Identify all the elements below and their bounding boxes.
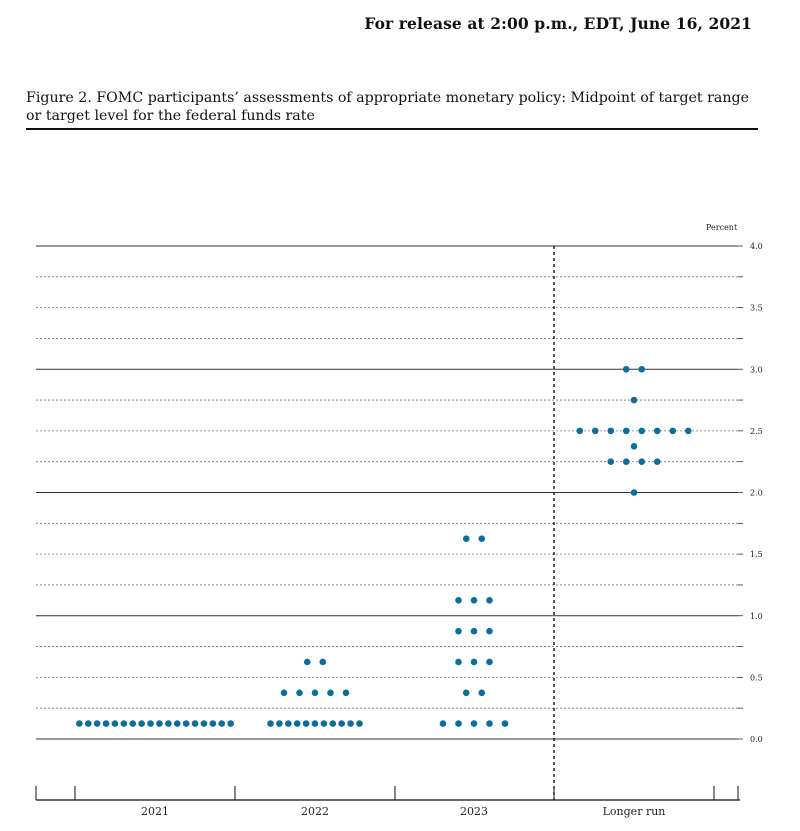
dot-longer-run bbox=[669, 428, 676, 435]
dot-2021 bbox=[94, 720, 101, 727]
dot-2021 bbox=[201, 720, 208, 727]
dot-2021 bbox=[165, 720, 172, 727]
dot-2023 bbox=[471, 597, 478, 604]
dot-2022 bbox=[281, 689, 288, 696]
y-tick-label: 1.5 bbox=[750, 550, 763, 560]
dot-2022 bbox=[312, 720, 319, 727]
dot-2022 bbox=[327, 689, 334, 696]
dot-2023 bbox=[455, 597, 462, 604]
dot-2022 bbox=[312, 689, 319, 696]
dot-longer-run bbox=[623, 458, 630, 465]
dot-2021 bbox=[183, 720, 190, 727]
release-line: For release at 2:00 p.m., EDT, June 16, 2021 bbox=[364, 14, 752, 33]
y-axis-label: Percent bbox=[706, 223, 738, 232]
y-tick-label: 4.0 bbox=[750, 242, 763, 251]
dot-longer-run bbox=[631, 443, 638, 450]
dot-2021 bbox=[210, 720, 217, 727]
dot-longer-run bbox=[631, 397, 638, 404]
dot-2021 bbox=[192, 720, 199, 727]
dot-2021 bbox=[218, 720, 225, 727]
dot-2023 bbox=[486, 659, 493, 666]
dot-2021 bbox=[227, 720, 234, 727]
dot-2023 bbox=[440, 720, 447, 727]
dot-2021 bbox=[129, 720, 136, 727]
dot-2022 bbox=[294, 720, 301, 727]
dot-2021 bbox=[103, 720, 110, 727]
dot-longer-run bbox=[638, 428, 645, 435]
dot-2023 bbox=[486, 597, 493, 604]
figure-caption: Figure 2. FOMC participants’ assessments of appropriate monetary policy: Midpoint of target range or target level for the federal funds rate bbox=[26, 90, 749, 124]
dot-2021 bbox=[138, 720, 145, 727]
dot-longer-run bbox=[654, 428, 661, 435]
dot-2022 bbox=[303, 720, 310, 727]
dot-2023 bbox=[471, 628, 478, 635]
y-tick-labels bbox=[750, 242, 763, 744]
dot-longer-run bbox=[576, 428, 583, 435]
dot-longer-run bbox=[592, 428, 599, 435]
category-labels bbox=[141, 805, 665, 818]
dot-2021 bbox=[85, 720, 92, 727]
dot-2022 bbox=[330, 720, 337, 727]
dot-longer-run bbox=[685, 428, 692, 435]
dot-2023 bbox=[455, 628, 462, 635]
dot-2023 bbox=[455, 659, 462, 666]
dot-2022 bbox=[276, 720, 283, 727]
dot-2022 bbox=[285, 720, 292, 727]
dot-longer-run bbox=[623, 428, 630, 435]
dot-longer-run bbox=[623, 366, 630, 373]
dot-2022 bbox=[304, 659, 311, 666]
category-label: Longer run bbox=[602, 805, 666, 818]
y-tick-label: 2.0 bbox=[750, 488, 763, 498]
y-tick-label: 3.5 bbox=[750, 303, 763, 313]
dot-2023 bbox=[455, 720, 462, 727]
dot-2022 bbox=[343, 689, 350, 696]
dot-2023 bbox=[471, 659, 478, 666]
dot-2023 bbox=[486, 720, 493, 727]
dot-2023 bbox=[463, 535, 470, 542]
dot-2022 bbox=[267, 720, 274, 727]
y-tick-label: 1.0 bbox=[750, 611, 763, 621]
y-tick-label: 0.5 bbox=[750, 673, 763, 683]
dot-longer-run bbox=[638, 366, 645, 373]
category-label: 2022 bbox=[301, 805, 329, 818]
dot-2023 bbox=[486, 628, 493, 635]
dot-2023 bbox=[502, 720, 509, 727]
dot-2022 bbox=[347, 720, 354, 727]
category-label: 2021 bbox=[141, 805, 169, 818]
dot-longer-run bbox=[631, 489, 638, 496]
dot-2021 bbox=[121, 720, 128, 727]
dot-2021 bbox=[174, 720, 181, 727]
dot-2021 bbox=[156, 720, 163, 727]
dot-2022 bbox=[338, 720, 345, 727]
dot-2021 bbox=[147, 720, 154, 727]
dot-2022 bbox=[356, 720, 363, 727]
dot-longer-run bbox=[607, 428, 614, 435]
y-tick-label: 2.5 bbox=[750, 426, 763, 436]
dot-longer-run bbox=[654, 458, 661, 465]
y-tick-label: 0.0 bbox=[750, 735, 763, 744]
dot-longer-run bbox=[607, 458, 614, 465]
dot-2021 bbox=[112, 720, 119, 727]
dot-2023 bbox=[478, 535, 485, 542]
dot-2022 bbox=[296, 689, 303, 696]
y-tick-label: 3.0 bbox=[750, 365, 763, 375]
axes bbox=[36, 786, 740, 800]
dot-longer-run bbox=[638, 458, 645, 465]
dot-2023 bbox=[463, 689, 470, 696]
dot-2022 bbox=[319, 659, 326, 666]
dot-2021 bbox=[76, 720, 83, 727]
dot-2023 bbox=[478, 689, 485, 696]
dot-2023 bbox=[471, 720, 478, 727]
dots bbox=[76, 366, 692, 727]
category-label: 2023 bbox=[460, 805, 488, 818]
dot-2022 bbox=[321, 720, 328, 727]
